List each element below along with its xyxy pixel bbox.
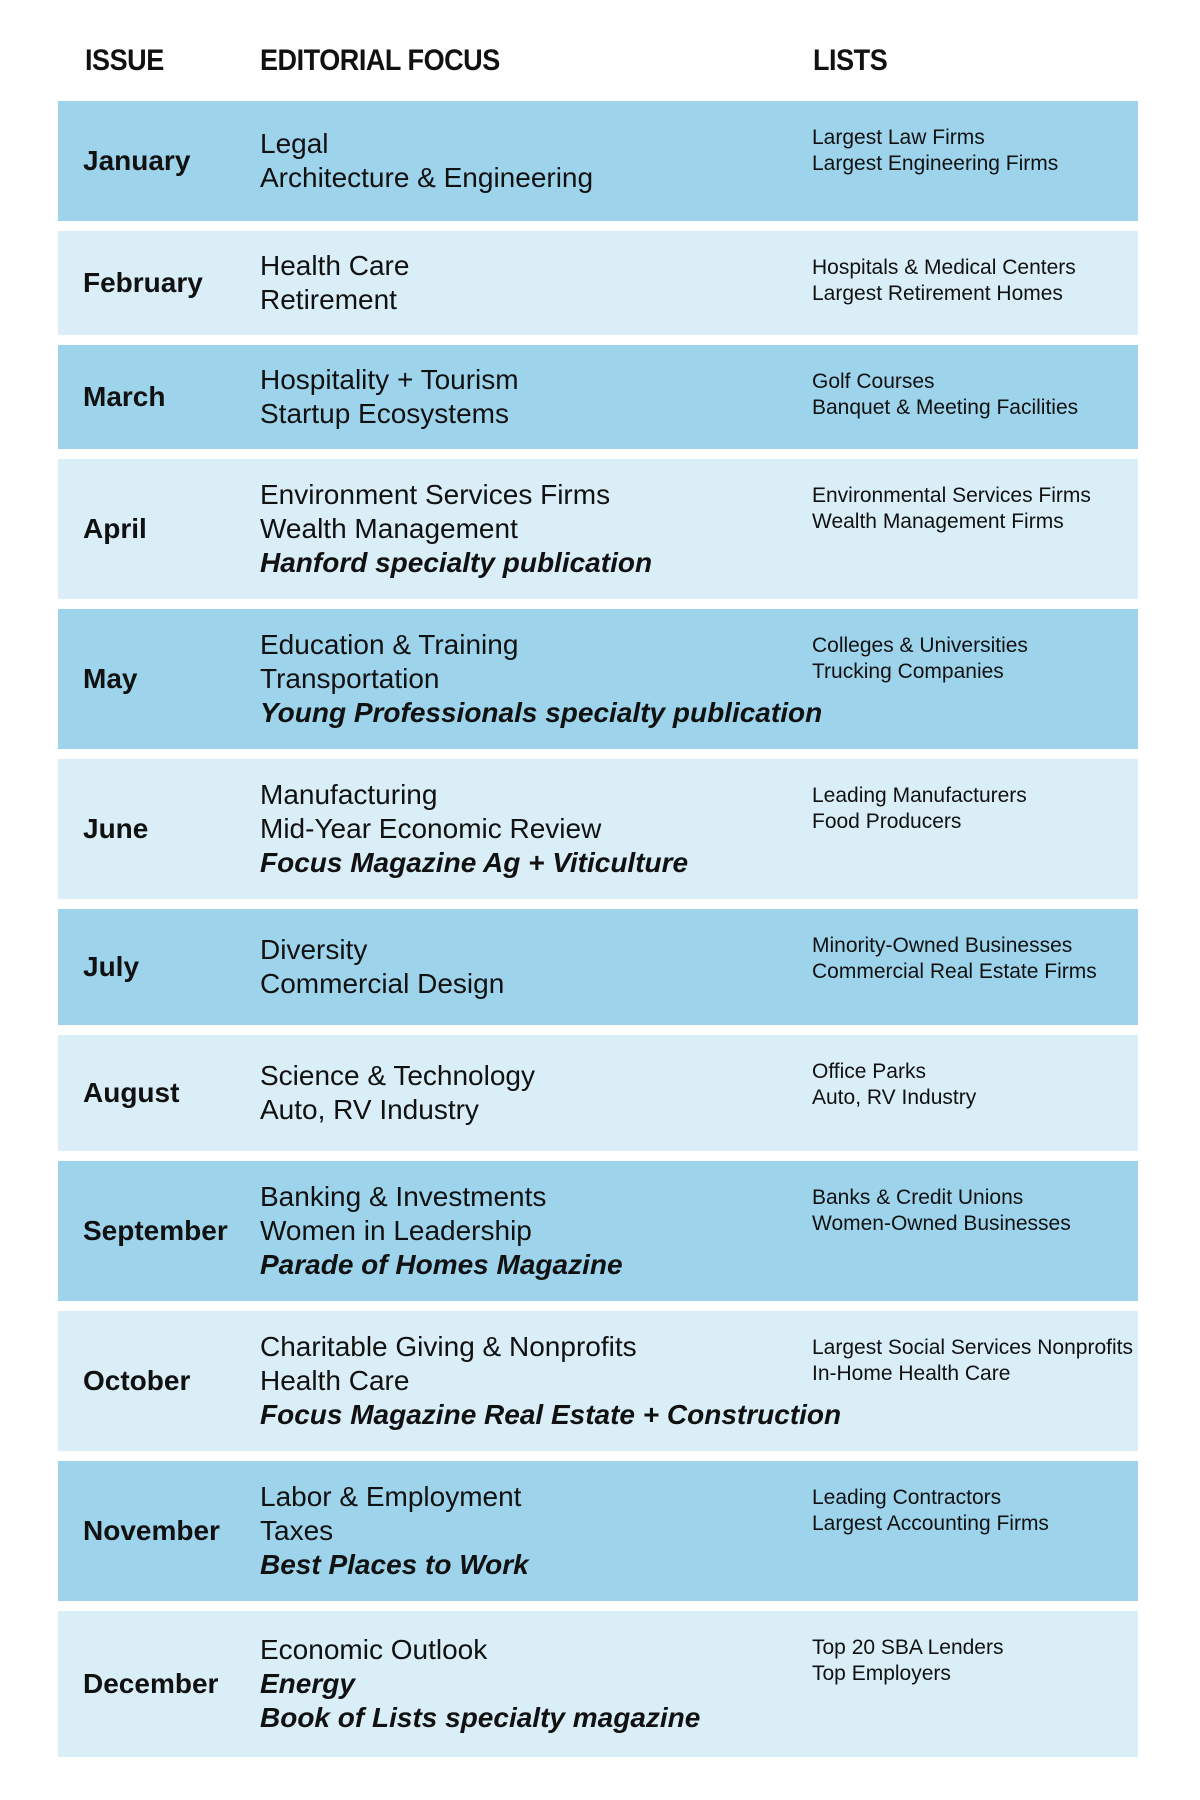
table-row: [58, 1311, 1138, 1451]
row-lists: [812, 1335, 1133, 1387]
focus-item: Health Care: [260, 1365, 410, 1396]
row-month: July: [83, 951, 140, 982]
table-row: [58, 1611, 1138, 1757]
focus-item: Startup Ecosystems: [260, 398, 509, 429]
table-row: [58, 1161, 1138, 1301]
list-item: Minority-Owned Businesses: [812, 934, 1073, 957]
row-lists: [812, 125, 1058, 177]
row-month: October: [83, 1365, 191, 1396]
focus-item: Science & Technology: [260, 1060, 535, 1091]
focus-item: Charitable Giving & Nonprofits: [260, 1331, 637, 1362]
row-lists: [812, 1185, 1071, 1237]
specialty-publication: Parade of Homes Magazine: [260, 1249, 623, 1280]
row-focus: [260, 127, 593, 195]
list-item: Banks & Credit Unions: [812, 1186, 1024, 1209]
focus-item: Hospitality + Tourism: [260, 364, 519, 395]
focus-item: Banking & Investments: [260, 1181, 547, 1212]
focus-item: Labor & Employment: [260, 1481, 522, 1512]
focus-item: Women in Leadership: [260, 1215, 532, 1246]
row-month: December: [83, 1668, 219, 1699]
row-focus: [260, 1480, 529, 1582]
header-editorial-focus: EDITORIAL FOCUS: [260, 44, 500, 77]
table-row: [58, 1035, 1138, 1151]
row-lists: [812, 933, 1097, 985]
row-lists: [812, 1485, 1049, 1537]
row-focus: [260, 1180, 623, 1282]
list-item: Women-Owned Businesses: [812, 1212, 1071, 1235]
specialty-publication: Focus Magazine Real Estate + Construction: [260, 1399, 842, 1430]
list-item: Leading Contractors: [812, 1486, 1002, 1509]
row-month: November: [83, 1515, 220, 1546]
focus-item: Taxes: [260, 1515, 334, 1546]
table-row: [58, 759, 1138, 899]
row-month: May: [83, 663, 138, 694]
focus-item: Diversity: [260, 934, 368, 965]
focus-item: Environment Services Firms: [260, 479, 611, 510]
specialty-publication: Best Places to Work: [260, 1549, 529, 1580]
specialty-publication: Focus Magazine Ag + Viticulture: [260, 847, 689, 878]
row-month: August: [83, 1077, 180, 1108]
row-month: January: [83, 145, 191, 176]
row-lists: [812, 1635, 1003, 1687]
list-item: Top 20 SBA Lenders: [812, 1636, 1004, 1659]
list-item: Top Employers: [812, 1662, 951, 1685]
table-row: [58, 345, 1138, 449]
table-row: [58, 231, 1138, 335]
focus-item: Economic Outlook: [260, 1634, 488, 1665]
editorial-calendar-table: [58, 101, 1138, 1767]
table-header: [0, 44, 1200, 84]
list-item: Wealth Management Firms: [812, 510, 1064, 533]
focus-item: Manufacturing: [260, 779, 438, 810]
focus-item: Wealth Management: [260, 513, 518, 544]
specialty-publication: Book of Lists specialty magazine: [260, 1702, 701, 1733]
header-lists: LISTS: [813, 44, 888, 77]
table-row: [58, 609, 1138, 749]
specialty-publication: Energy: [260, 1668, 355, 1699]
row-month: June: [83, 813, 149, 844]
row-focus: [260, 1330, 841, 1432]
row-month: March: [83, 381, 166, 412]
row-month: April: [83, 513, 147, 544]
row-focus: [260, 1633, 700, 1735]
list-item: Auto, RV Industry: [812, 1086, 977, 1109]
table-row: [58, 101, 1138, 221]
header-issue: ISSUE: [85, 44, 164, 77]
table-row: [58, 459, 1138, 599]
focus-item: Auto, RV Industry: [260, 1094, 479, 1125]
focus-item: Retirement: [260, 284, 397, 315]
list-item: Largest Law Firms: [812, 126, 985, 149]
list-item: Environmental Services Firms: [812, 484, 1091, 507]
row-lists: [812, 633, 1028, 685]
list-item: In-Home Health Care: [812, 1362, 1011, 1385]
focus-item: Legal: [260, 128, 329, 159]
row-lists: [812, 483, 1091, 535]
row-focus: [260, 1059, 535, 1127]
row-focus: [260, 249, 409, 317]
row-lists: [812, 783, 1027, 835]
list-item: Trucking Companies: [812, 660, 1004, 683]
list-item: Commercial Real Estate Firms: [812, 960, 1097, 983]
focus-item: Mid-Year Economic Review: [260, 813, 602, 844]
table-row: [58, 909, 1138, 1025]
list-item: Leading Manufacturers: [812, 784, 1027, 807]
list-item: Largest Engineering Firms: [812, 152, 1059, 175]
list-item: Hospitals & Medical Centers: [812, 256, 1076, 279]
list-item: Golf Courses: [812, 370, 935, 393]
focus-item: Commercial Design: [260, 968, 505, 999]
row-focus: [260, 778, 688, 880]
list-item: Banquet & Meeting Facilities: [812, 396, 1079, 419]
row-lists: [812, 369, 1078, 421]
list-item: Largest Accounting Firms: [812, 1512, 1049, 1535]
list-item: Food Producers: [812, 810, 962, 833]
row-lists: [812, 1059, 976, 1111]
table-row: [58, 1461, 1138, 1601]
row-focus: [260, 478, 652, 580]
list-item: Colleges & Universities: [812, 634, 1028, 657]
row-focus: [260, 628, 822, 730]
row-focus: [260, 363, 519, 431]
row-lists: [812, 255, 1076, 307]
focus-item: Health Care: [260, 250, 410, 281]
focus-item: Transportation: [260, 663, 440, 694]
row-month: September: [83, 1215, 228, 1246]
row-focus: [260, 933, 504, 1001]
focus-item: Education & Training: [260, 629, 519, 660]
specialty-publication: Young Professionals specialty publication: [260, 697, 823, 728]
specialty-publication: Hanford specialty publication: [260, 547, 653, 578]
focus-item: Architecture & Engineering: [260, 162, 594, 193]
list-item: Largest Social Services Nonprofits: [812, 1336, 1133, 1359]
list-item: Office Parks: [812, 1060, 926, 1083]
row-month: February: [83, 267, 203, 298]
list-item: Largest Retirement Homes: [812, 282, 1063, 305]
